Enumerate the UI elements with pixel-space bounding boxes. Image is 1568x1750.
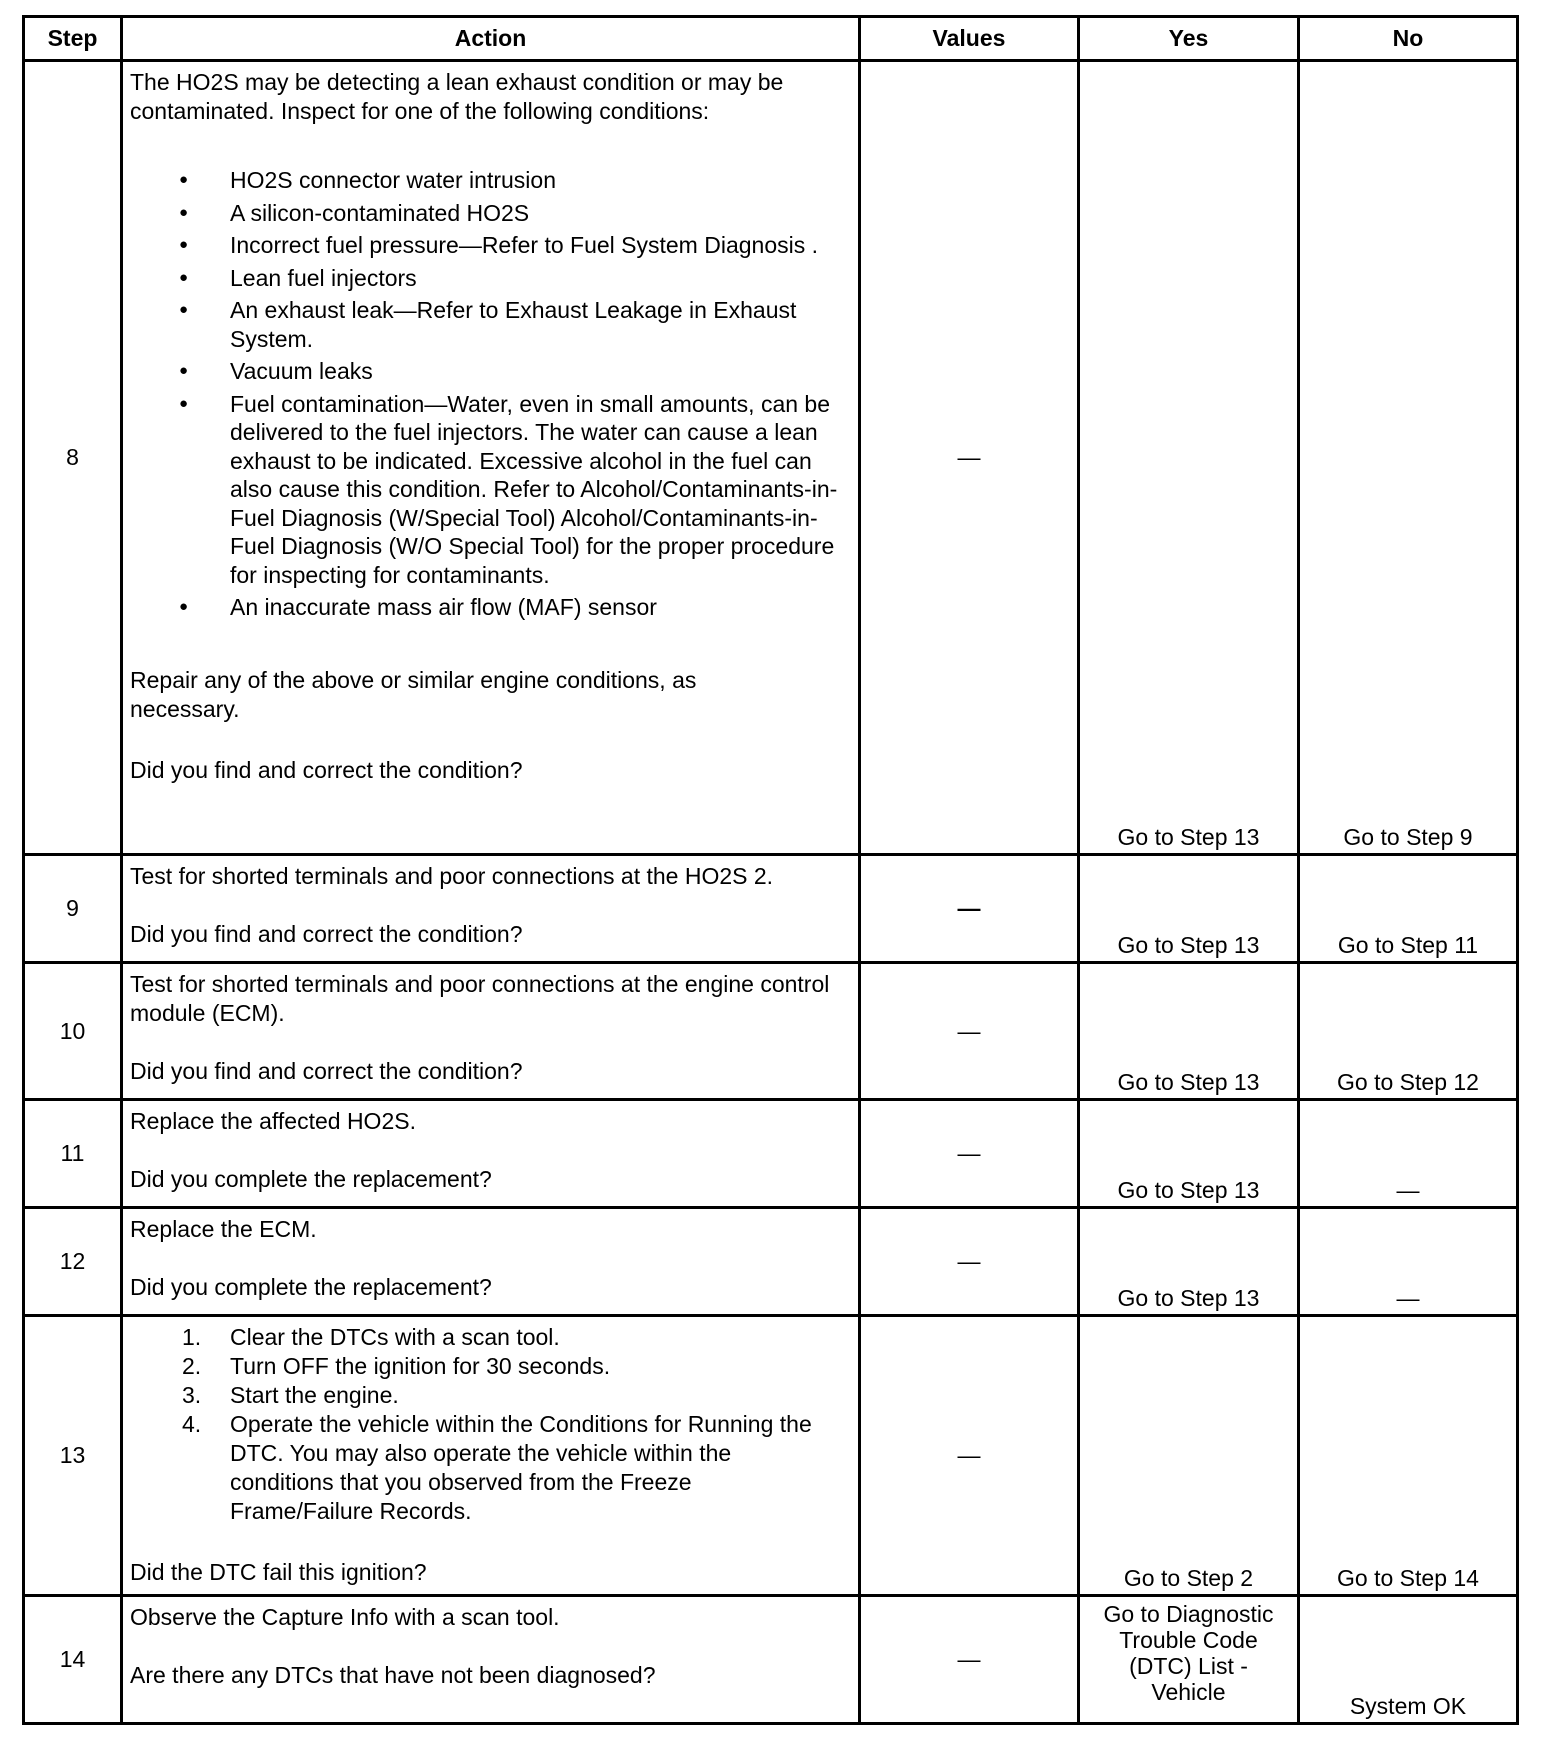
- action-cell: [122, 963, 860, 1100]
- values-cell: —: [860, 1100, 1079, 1208]
- action-cell: [122, 855, 860, 963]
- list-item: [130, 1410, 852, 1526]
- list-number: 3.: [182, 1382, 202, 1408]
- list-item: [130, 1323, 852, 1352]
- values-cell: —: [860, 61, 1079, 855]
- action-cell: [122, 1100, 860, 1208]
- table-row: [24, 963, 1518, 1100]
- diagnostic-steps-table: [22, 15, 1519, 1725]
- list-item: [130, 1381, 852, 1410]
- table-row: [24, 1100, 1518, 1208]
- no-cell: —: [1299, 1100, 1518, 1208]
- yes-cell: Go to Step 13: [1079, 61, 1299, 855]
- no-cell: Go to Step 14: [1299, 1316, 1518, 1596]
- list-text: Clear the DTCs with a scan tool.: [230, 1324, 560, 1350]
- list-number: 1.: [182, 1324, 202, 1350]
- action-question: Did you find and correct the condition?: [130, 921, 523, 947]
- action-cell: [122, 1596, 860, 1724]
- no-cell: Go to Step 9: [1299, 61, 1518, 855]
- list-item: ● An inaccurate mass air flow (MAF) sensor: [130, 593, 852, 622]
- yes-cell: Go to Step 13: [1079, 855, 1299, 963]
- list-item: ● An exhaust leak—Refer to Exhaust Leakage in Exhaust System.: [130, 296, 852, 353]
- values-cell: —: [860, 963, 1079, 1100]
- action-intro: Test for shorted terminals and poor connections at the engine control module (ECM).: [130, 971, 830, 1026]
- list-item: [130, 1352, 852, 1381]
- yes-cell: Go to Step 13: [1079, 1100, 1299, 1208]
- step-number: 10: [24, 963, 122, 1100]
- list-item: ● Lean fuel injectors: [130, 264, 852, 293]
- action-cell: [122, 1208, 860, 1316]
- yes-cell: Go to Step 13: [1079, 963, 1299, 1100]
- header-yes: Yes: [1079, 17, 1299, 61]
- list-item: ● A silicon-contaminated HO2S: [130, 199, 852, 228]
- table-row: [24, 1316, 1518, 1596]
- action-intro: Observe the Capture Info with a scan tool.: [130, 1604, 560, 1630]
- header-action: Action: [122, 17, 860, 61]
- list-number: 4.: [182, 1411, 202, 1437]
- list-text: Turn OFF the ignition for 30 seconds.: [230, 1353, 611, 1379]
- values-cell: —: [860, 1208, 1079, 1316]
- list-text: Start the engine.: [230, 1382, 399, 1408]
- values-cell: —: [860, 855, 1079, 963]
- no-cell: —: [1299, 1208, 1518, 1316]
- step-number: 9: [24, 855, 122, 963]
- step-number: 12: [24, 1208, 122, 1316]
- action-intro: Replace the ECM.: [130, 1216, 317, 1242]
- list-item: ● HO2S connector water intrusion: [130, 166, 852, 195]
- action-cell: [122, 1316, 860, 1596]
- yes-cell: Go to Step 2: [1079, 1316, 1299, 1596]
- action-intro: The HO2S may be detecting a lean exhaust condition or may be contaminated. Inspect for one of the following conditions:: [130, 69, 784, 124]
- list-text: Operate the vehicle within the Conditions for Running the DTC. You may also operate the vehicle within the conditions that you observed from the Freeze Frame/Failure Records.: [230, 1411, 812, 1524]
- values-cell: —: [860, 1596, 1079, 1724]
- no-cell: Go to Step 12: [1299, 963, 1518, 1100]
- header-no: No: [1299, 17, 1518, 61]
- yes-link-text: Go to Diagnostic Trouble Code (DTC) List - Vehicle: [1103, 1601, 1274, 1705]
- no-cell: System OK: [1299, 1596, 1518, 1724]
- action-note: Repair any of the above or similar engine conditions, as necessary.: [130, 666, 697, 722]
- action-intro: Replace the affected HO2S.: [130, 1108, 416, 1134]
- table-row: [24, 855, 1518, 963]
- action-question: Did the DTC fail this ignition?: [130, 1559, 427, 1585]
- header-values: Values: [860, 17, 1079, 61]
- action-cell: [122, 61, 860, 855]
- list-item: ● Fuel contamination—Water, even in small amounts, can be delivered to the fuel injectors. The water can cause a lean exhaust to be indicated. Excessive alcohol in the fuel can also cause this condition. Refer to Alcohol/Contaminants-in-Fuel Diagnosis (W/Special Tool) Alcohol/Contaminants-in-Fuel Diagnosis (W/O Special Tool) for the proper procedure for inspecting for contaminants.: [130, 390, 852, 590]
- action-intro: Test for shorted terminals and poor connections at the HO2S 2.: [130, 863, 774, 889]
- action-question: Did you find and correct the condition?: [130, 1058, 523, 1084]
- action-question: Did you complete the replacement?: [130, 1166, 492, 1192]
- step-number: 11: [24, 1100, 122, 1208]
- values-cell: —: [860, 1316, 1079, 1596]
- list-item: ● Vacuum leaks: [130, 357, 852, 386]
- step-number: 8: [24, 61, 122, 855]
- action-question: Are there any DTCs that have not been diagnosed?: [130, 1662, 656, 1688]
- step-number: 13: [24, 1316, 122, 1596]
- procedure-list: [130, 1323, 852, 1526]
- no-cell: Go to Step 11: [1299, 855, 1518, 963]
- table-row: [24, 61, 1518, 855]
- list-item: ● Incorrect fuel pressure—Refer to Fuel System Diagnosis .: [130, 231, 852, 260]
- action-question: Did you complete the replacement?: [130, 1274, 492, 1300]
- diagnostic-table-page: [22, 15, 1516, 1723]
- header-step: Step: [24, 17, 122, 61]
- list-number: 2.: [182, 1353, 202, 1379]
- table-row: [24, 1208, 1518, 1316]
- action-question: Did you find and correct the condition?: [130, 756, 523, 783]
- yes-cell: Go to Step 13: [1079, 1208, 1299, 1316]
- table-header-row: [24, 17, 1518, 61]
- condition-list: [130, 166, 852, 622]
- table-row: [24, 1596, 1518, 1724]
- yes-cell: [1079, 1596, 1299, 1724]
- step-number: 14: [24, 1596, 122, 1724]
